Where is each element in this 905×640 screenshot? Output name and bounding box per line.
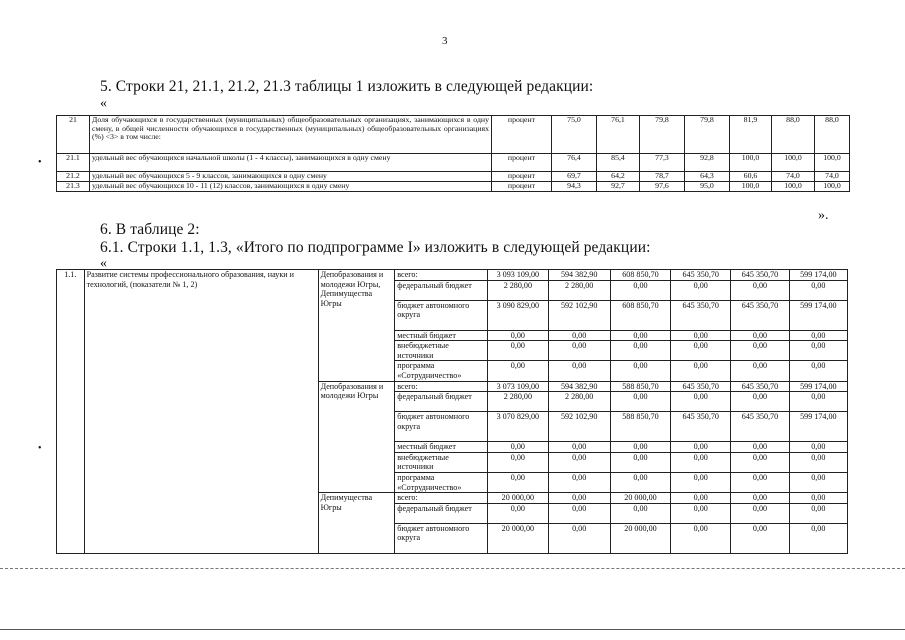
- table1-row: [57, 182, 850, 192]
- value-cell: 94,3: [552, 182, 597, 192]
- funding-source: местный бюджет: [395, 442, 488, 453]
- amount-cell: 3 090 829,00: [488, 300, 548, 330]
- value-cell: 76,4: [552, 154, 597, 172]
- amount-cell: 0,00: [548, 503, 610, 523]
- amount-cell: 599 174,00: [789, 300, 847, 330]
- amount-cell: 0,00: [671, 523, 731, 553]
- section5-open-quote: «: [100, 96, 107, 111]
- amount-cell: 3 093 109,00: [488, 270, 548, 281]
- table1-row: [57, 154, 850, 172]
- amount-cell: 0,00: [731, 442, 789, 453]
- amount-cell: 3 073 109,00: [488, 381, 548, 392]
- amount-cell: 645 350,70: [671, 412, 731, 442]
- funding-source: внебюджетные источники: [395, 452, 488, 472]
- amount-cell: 0,00: [488, 330, 548, 341]
- amount-cell: 0,00: [731, 341, 789, 361]
- amount-cell: 588 850,70: [610, 381, 670, 392]
- amount-cell: 2 280,00: [488, 280, 548, 300]
- value-cell: 97,6: [640, 182, 685, 192]
- amount-cell: 599 174,00: [789, 381, 847, 392]
- amount-cell: 0,00: [548, 472, 610, 492]
- value-cell: 69,7: [552, 172, 597, 182]
- funding-source: бюджет автономного округа: [395, 523, 488, 553]
- amount-cell: 645 350,70: [671, 270, 731, 281]
- margin-mark: •: [38, 443, 42, 454]
- amount-cell: 588 850,70: [610, 412, 670, 442]
- funding-source: бюджет автономного округа: [395, 412, 488, 442]
- amount-cell: 0,00: [610, 452, 670, 472]
- amount-cell: 0,00: [671, 503, 731, 523]
- amount-cell: 0,00: [671, 361, 731, 381]
- amount-cell: 592 102,90: [548, 412, 610, 442]
- amount-cell: 0,00: [671, 341, 731, 361]
- value-cell: 92,7: [597, 182, 640, 192]
- amount-cell: 3 070 829,00: [488, 412, 548, 442]
- table1-row: [57, 172, 850, 182]
- value-cell: 76,1: [597, 116, 640, 154]
- value-cell: 100,0: [815, 154, 850, 172]
- section6-open-quote: «: [100, 256, 107, 271]
- amount-cell: 0,00: [610, 503, 670, 523]
- value-cell: 75,0: [552, 116, 597, 154]
- value-cell: 81,9: [730, 116, 772, 154]
- amount-cell: 645 350,70: [731, 270, 789, 281]
- amount-cell: 0,00: [548, 341, 610, 361]
- amount-cell: 645 350,70: [671, 300, 731, 330]
- unit-cell: процент: [492, 172, 552, 182]
- amount-cell: 0,00: [488, 503, 548, 523]
- amount-cell: 0,00: [731, 392, 789, 412]
- page-bottom-edge: [0, 629, 905, 630]
- value-cell: 64,2: [597, 172, 640, 182]
- executor-cell: Депимущества Югры: [318, 493, 395, 554]
- amount-cell: 0,00: [671, 452, 731, 472]
- unit-cell: процент: [492, 154, 552, 172]
- amount-cell: 0,00: [610, 442, 670, 453]
- amount-cell: 0,00: [548, 493, 610, 504]
- funding-source: местный бюджет: [395, 330, 488, 341]
- amount-cell: 0,00: [488, 442, 548, 453]
- value-cell: 74,0: [772, 172, 815, 182]
- amount-cell: 0,00: [789, 503, 847, 523]
- amount-cell: 599 174,00: [789, 412, 847, 442]
- amount-cell: 0,00: [731, 472, 789, 492]
- table1-fragment: [56, 115, 850, 192]
- funding-source: программа «Сотрудничество»: [395, 361, 488, 381]
- row-number: 21: [57, 116, 90, 154]
- amount-cell: 608 850,70: [610, 300, 670, 330]
- amount-cell: 0,00: [548, 452, 610, 472]
- value-cell: 100,0: [772, 182, 815, 192]
- amount-cell: 645 350,70: [671, 381, 731, 392]
- amount-cell: 0,00: [610, 280, 670, 300]
- value-cell: 88,0: [815, 116, 850, 154]
- value-cell: 78,7: [640, 172, 685, 182]
- amount-cell: 0,00: [610, 341, 670, 361]
- amount-cell: 608 850,70: [610, 270, 670, 281]
- amount-cell: 0,00: [789, 523, 847, 553]
- unit-cell: процент: [492, 182, 552, 192]
- value-cell: 100,0: [815, 182, 850, 192]
- amount-cell: 0,00: [671, 493, 731, 504]
- amount-cell: 599 174,00: [789, 270, 847, 281]
- value-cell: 74,0: [815, 172, 850, 182]
- amount-cell: 645 350,70: [731, 381, 789, 392]
- scan-edge-line: [0, 568, 905, 569]
- amount-cell: 592 102,90: [548, 300, 610, 330]
- amount-cell: 645 350,70: [731, 412, 789, 442]
- amount-cell: 0,00: [488, 452, 548, 472]
- table2-row: [57, 270, 848, 281]
- funding-source: всего:: [395, 270, 488, 281]
- row-number: 21.1: [57, 154, 90, 172]
- funding-source: всего:: [395, 381, 488, 392]
- executor-cell: Депобразования и молодежи Югры: [318, 381, 395, 493]
- row-number: 1.1.: [57, 270, 85, 554]
- funding-source: бюджет автономного округа: [395, 300, 488, 330]
- funding-source: всего:: [395, 493, 488, 504]
- value-cell: 77,3: [640, 154, 685, 172]
- amount-cell: 0,00: [789, 341, 847, 361]
- amount-cell: 0,00: [610, 472, 670, 492]
- amount-cell: 0,00: [488, 341, 548, 361]
- value-cell: 100,0: [730, 154, 772, 172]
- amount-cell: 0,00: [789, 361, 847, 381]
- funding-source: федеральный бюджет: [395, 392, 488, 412]
- row-number: 21.2: [57, 172, 90, 182]
- amount-cell: 594 382,90: [548, 381, 610, 392]
- row-number: 21.3: [57, 182, 90, 192]
- amount-cell: 0,00: [789, 472, 847, 492]
- amount-cell: 0,00: [610, 330, 670, 341]
- value-cell: 95,0: [685, 182, 730, 192]
- indicator-name: удельный вес обучающихся начальной школы (1 - 4 классы), занимающихся в одну смену: [90, 154, 492, 172]
- amount-cell: 0,00: [488, 361, 548, 381]
- value-cell: 79,8: [685, 116, 730, 154]
- value-cell: 64,3: [685, 172, 730, 182]
- amount-cell: 2 280,00: [548, 392, 610, 412]
- amount-cell: 0,00: [789, 452, 847, 472]
- amount-cell: 0,00: [671, 280, 731, 300]
- amount-cell: 20 000,00: [488, 493, 548, 504]
- program-name: Развитие системы профессионального образования, науки и технологий, (показатели № 1, 2): [84, 270, 318, 554]
- amount-cell: 0,00: [731, 330, 789, 341]
- amount-cell: 0,00: [488, 472, 548, 492]
- amount-cell: 20 000,00: [610, 493, 670, 504]
- amount-cell: 594 382,90: [548, 270, 610, 281]
- section5-heading: 5. Строки 21, 21.1, 21.2, 21.3 таблицы 1 изложить в следующей редакции:: [100, 78, 594, 95]
- value-cell: 92,8: [685, 154, 730, 172]
- amount-cell: 2 280,00: [548, 280, 610, 300]
- unit-cell: процент: [492, 116, 552, 154]
- funding-source: программа «Сотрудничество»: [395, 472, 488, 492]
- funding-source: федеральный бюджет: [395, 503, 488, 523]
- indicator-name: удельный вес обучающихся 10 - 11 (12) классов, занимающихся в одну смену: [90, 182, 492, 192]
- executor-cell: Депобразования и молодежи Югры, Депимущества Югры: [318, 270, 395, 382]
- amount-cell: 2 280,00: [488, 392, 548, 412]
- amount-cell: 0,00: [548, 330, 610, 341]
- amount-cell: 0,00: [789, 493, 847, 504]
- value-cell: 100,0: [730, 182, 772, 192]
- amount-cell: 0,00: [671, 330, 731, 341]
- table2-fragment: [56, 269, 848, 554]
- amount-cell: 0,00: [731, 452, 789, 472]
- indicator-name: удельный вес обучающихся 5 - 9 классов, занимающихся в одну смену: [90, 172, 492, 182]
- amount-cell: 0,00: [610, 361, 670, 381]
- amount-cell: 645 350,70: [731, 300, 789, 330]
- funding-source: внебюджетные источники: [395, 341, 488, 361]
- amount-cell: 0,00: [731, 361, 789, 381]
- amount-cell: 0,00: [548, 523, 610, 553]
- funding-source: федеральный бюджет: [395, 280, 488, 300]
- amount-cell: 0,00: [789, 330, 847, 341]
- amount-cell: 0,00: [731, 503, 789, 523]
- value-cell: 60,6: [730, 172, 772, 182]
- amount-cell: 0,00: [671, 472, 731, 492]
- value-cell: 79,8: [640, 116, 685, 154]
- amount-cell: 0,00: [548, 361, 610, 381]
- margin-mark: •: [38, 157, 42, 168]
- table1-row: [57, 116, 850, 154]
- section5-close-quote: ».: [818, 208, 829, 223]
- amount-cell: 20 000,00: [488, 523, 548, 553]
- page-number: 3: [442, 35, 448, 47]
- amount-cell: 0,00: [789, 392, 847, 412]
- amount-cell: 0,00: [731, 493, 789, 504]
- value-cell: 100,0: [772, 154, 815, 172]
- amount-cell: 0,00: [548, 442, 610, 453]
- value-cell: 85,4: [597, 154, 640, 172]
- value-cell: 88,0: [772, 116, 815, 154]
- amount-cell: 0,00: [789, 442, 847, 453]
- amount-cell: 0,00: [731, 523, 789, 553]
- amount-cell: 0,00: [789, 280, 847, 300]
- amount-cell: 0,00: [671, 442, 731, 453]
- amount-cell: 0,00: [610, 392, 670, 412]
- amount-cell: 0,00: [731, 280, 789, 300]
- amount-cell: 0,00: [671, 392, 731, 412]
- section6-subheading: 6.1. Строки 1.1, 1.3, «Итого по подпрограмме I» изложить в следующей редакции:: [100, 239, 651, 256]
- indicator-name: Доля обучающихся в государственных (муниципальных) общеобразовательных организациях, занимающихся в одну смену, в общей численности обучающихся в государственных (муниципальных) общеобразовательных организациях (%) <3> в том числе:: [90, 116, 492, 154]
- amount-cell: 20 000,00: [610, 523, 670, 553]
- section6-heading: 6. В таблице 2:: [100, 221, 200, 238]
